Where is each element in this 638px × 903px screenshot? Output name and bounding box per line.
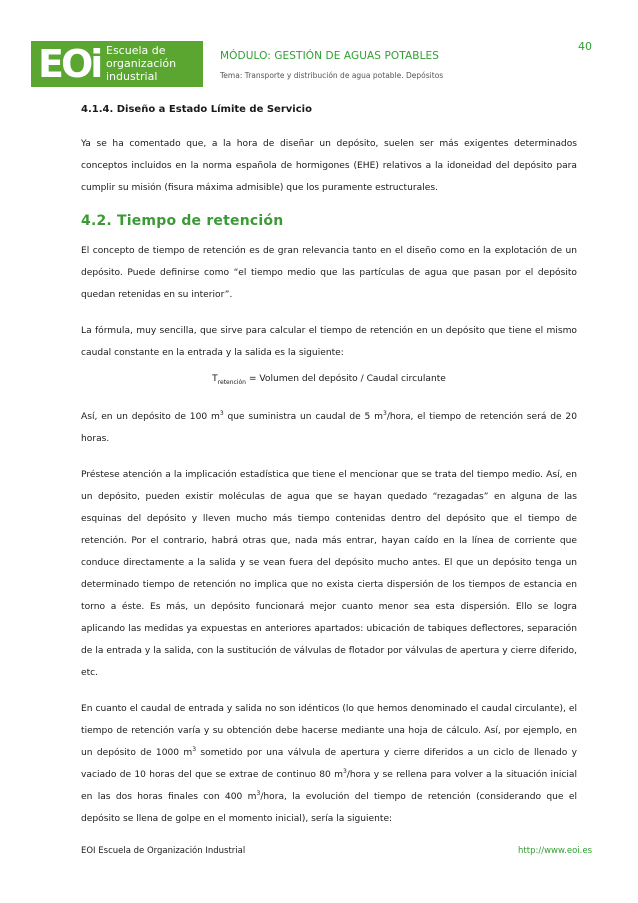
- superscript: 3: [192, 745, 197, 753]
- header-topic: Tema: Transporte y distribución de agua potable. Depósitos: [220, 71, 444, 80]
- superscript: 3: [256, 789, 261, 797]
- formula-subscript: retención: [217, 378, 246, 386]
- text-run: /hora, el tiempo de retención será de 20 horas.: [81, 411, 577, 444]
- paragraph: [81, 698, 577, 830]
- page-content: [81, 104, 577, 830]
- formula-symbol: T: [212, 374, 218, 384]
- footer-organization: EOI Escuela de Organización Industrial: [81, 846, 246, 856]
- superscript: 3: [219, 409, 224, 417]
- text-run: que suministra un caudal de 5 m: [223, 411, 384, 422]
- paragraph: [81, 406, 577, 450]
- retention-formula: [81, 368, 577, 394]
- page-number: 40: [578, 40, 592, 53]
- logo-text: [106, 44, 176, 83]
- text-run: /hora y se rellena para volver a la situación inicial en las dos horas finales con 400 m: [81, 769, 577, 802]
- paragraph: La fórmula, muy sencilla, que sirve para calcular el tiempo de retención en un depósito que tiene el mismo caudal constante en la entrada y la salida es la siguiente:: [81, 326, 577, 358]
- section-heading-4-1-4: 4.1.4. Diseño a Estado Límite de Servicio: [81, 104, 312, 115]
- logo-line-1: Escuela de: [106, 44, 166, 57]
- superscript: 3: [342, 767, 347, 775]
- text-run: En cuanto el caudal de entrada y salida no son idénticos (lo que hemos denominado el caudal circulante), el tiempo de retención varía y su obtención debe hacerse mediante una hoja de cálculo. Así, por ejemplo, en un depósito de 1000 m: [81, 703, 577, 758]
- logo-line-3: industrial: [106, 70, 158, 83]
- eoi-logo: [31, 41, 203, 87]
- text-run: Así, en un depósito de 100 m: [81, 411, 220, 422]
- footer-link[interactable]: http://www.eoi.es: [518, 846, 592, 856]
- logo-line-2: organización: [106, 57, 177, 70]
- text-run: sometido por una válvula de apertura y cierre diferidos a un ciclo de llenado y vaciado de 10 horas del que se extrae de continuo 80 m: [81, 747, 577, 780]
- header-module-title: MÓDULO: GESTIÓN DE AGUAS POTABLES: [220, 50, 440, 62]
- text-run: /hora, la evolución del tiempo de retención (considerando que el depósito se llena de golpe en el momento inicial), sería la siguiente:: [81, 791, 577, 824]
- formula-text: = Volumen del depósito / Caudal circulante: [245, 374, 446, 384]
- paragraph: El concepto de tiempo de retención es de gran relevancia tanto en el diseño como en la explotación de un depósito. Puede definirse como “el tiempo medio que las partículas de agua que pasan por el depósito quedan retenidas en su interior”.: [81, 246, 577, 300]
- paragraph: Préstese atención a la implicación estadística que tiene el mencionar que se trata del tiempo medio. Así, en un depósito, pueden existir moléculas de agua que se hayan quedado “rezagadas” en alguna de las esquinas del depósito y lleven mucho más tiempo contenidas dentro del depósito que el tiempo de retención. Por el contrario, habrá otras que, nada más entrar, hayan caído en la línea de corriente que conduce directamente a la salida y se vean fuera del depósito mucho antes. El que un depósito tenga un determinado tiempo de retención no implica que no exista cierta dispersión de los tiempos de estancia en torno a éste. Es más, un depósito funcionará mejor cuanto menor sea esta dispersión. Ello se logra aplicando las medidas ya expuestas en anteriores apartados: ubicación de tabiques deflectores, separación de la entrada y la salida, con la sustitución de válvulas de flotador por válvulas de apertura y cierre diferido, etc.: [81, 469, 577, 678]
- superscript: 3: [383, 409, 387, 417]
- paragraph: Ya se ha comentado que, a la hora de diseñar un depósito, suelen ser más exigentes determinados conceptos incluidos en la norma española de hormigones (EHE) relativos a la idoneidad del depósito para cumplir su misión (fisura máxima admisible) que los puramente estructurales.: [81, 139, 577, 193]
- section-heading-4-2: 4.2. Tiempo de retención: [81, 213, 284, 229]
- logo-mark: EOi: [38, 42, 101, 86]
